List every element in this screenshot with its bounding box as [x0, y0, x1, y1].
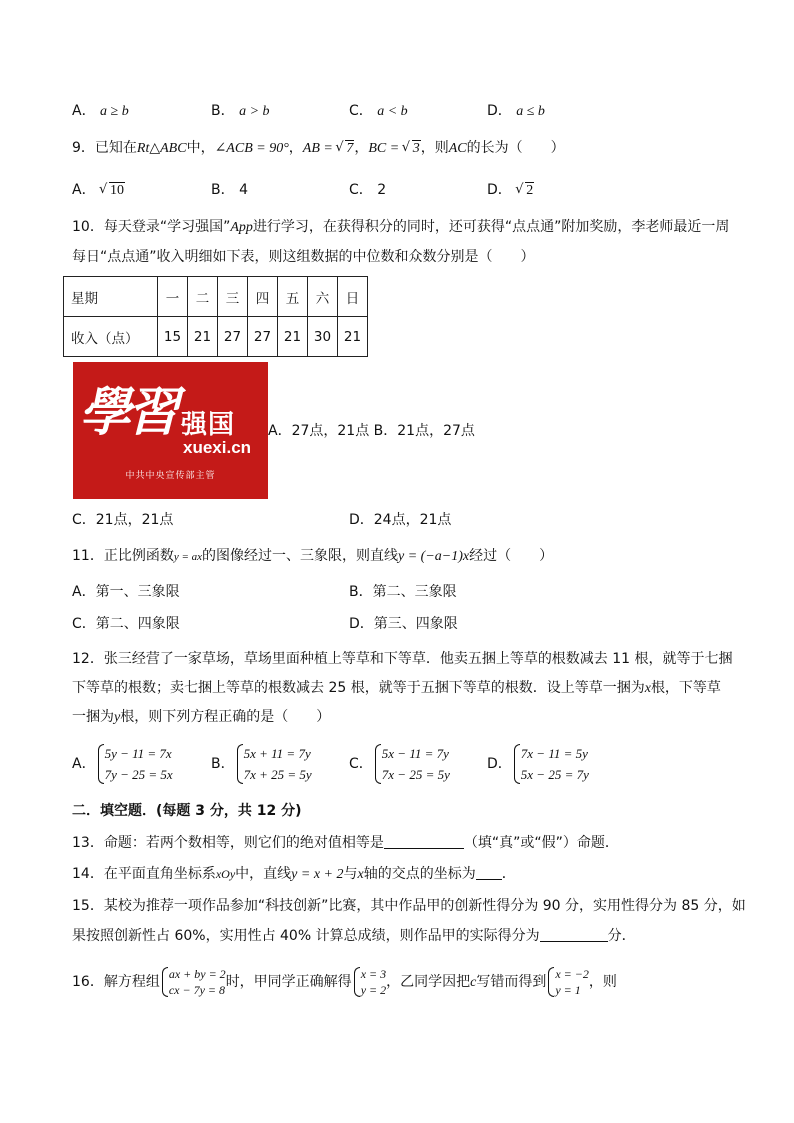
q15-stem-line1: 15．某校为推荐一项作品参加“科技创新”比赛，其中作品甲的创新性得分为 90 分，实用性得分为 85 分，如	[72, 898, 746, 914]
q10-stem-line2: 每日“点点通”收入明细如下表，则这组数据的中位数和众数分别是（ ）	[72, 249, 535, 265]
q12-stem-line3: 一捆为y根，则下列方程正确的是（ ）	[72, 709, 331, 725]
q11-option-b: B．第二、三象限	[349, 584, 457, 600]
q9-option-a: A． √ 10	[72, 180, 125, 201]
table-cell: 六	[308, 277, 338, 317]
table-cell: 27	[248, 317, 278, 357]
income-table	[63, 276, 368, 357]
answer-blank	[540, 941, 608, 942]
table-cell: 30	[308, 317, 338, 357]
q8-option-d: D． a ≤ b	[487, 103, 545, 119]
xuexi-logo	[73, 362, 268, 499]
q10-options-ab: A．27点，21点 B．21点，27点	[268, 423, 475, 439]
table-row	[64, 277, 368, 317]
answer-blank	[384, 848, 464, 849]
table-cell: 三	[218, 277, 248, 317]
q8-option-b: B． a > b	[211, 103, 270, 119]
table-cell: 21	[188, 317, 218, 357]
q12-option-a: A． 5y − 11 = 7x 7y − 25 = 5x	[72, 743, 173, 785]
logo-name: 强国	[181, 410, 236, 440]
table-header-label: 收入（点）	[64, 317, 158, 357]
q13-stem: 13．命题：若两个数相等，则它们的绝对值相等是 （填“真”或“假”）命题．	[72, 835, 619, 851]
q9-option-d: D． √ 2	[487, 180, 534, 201]
table-cell: 日	[338, 277, 368, 317]
q12-stem-line2: 下等草的根数；卖七捆上等草的根数减去 25 根，就等于五捆下等草的根数．设上等草一捆为x根，下等草	[72, 680, 721, 696]
q12-option-b: B． 5x + 11 = 7y 7x + 25 = 5y	[211, 743, 312, 785]
q9-stem: 9．已知在Rt△ABC中，∠ACB = 90°，AB = √ 7，BC = √ 3，则AC的长为（ ）	[72, 138, 565, 159]
q15-stem-line2: 果按照创新性占 60%，实用性占 40% 计算总成绩，则作品甲的实际得分为 分．	[72, 928, 636, 944]
q11-option-d: D．第三、四象限	[349, 616, 458, 632]
q10-option-c: C．21点，21点	[72, 512, 174, 528]
q9-option-b: B． 4	[211, 182, 248, 198]
q9-option-c: C． 2	[349, 182, 387, 198]
table-row	[64, 317, 368, 357]
table-cell: 二	[188, 277, 218, 317]
q8-option-c: C． a < b	[349, 103, 408, 119]
table-cell: 四	[248, 277, 278, 317]
q11-stem: 11．正比例函数y = ax的图像经过一、三象限，则直线y = (−a−1)x经过（ ）	[72, 548, 554, 564]
table-cell: 15	[158, 317, 188, 357]
q16-stem: 16．解方程组 ax + by = 2 cx − 7y = 8 时，甲同学正确解得 x = 3 y = 2 ，乙同学因把c写错而得到 x = −2 y = 1 ，则	[72, 967, 617, 997]
q12-option-c: C． 5x − 11 = 7y 7x − 25 = 5y	[349, 743, 450, 785]
q11-option-a: A．第一、三象限	[72, 584, 180, 600]
table-cell: 21	[338, 317, 368, 357]
q8-option-a: A． a ≥ b	[72, 103, 129, 119]
section-heading: 二．填空题．(每题 3 分，共 12 分)	[72, 803, 302, 819]
logo-subtitle: 中共中央宣传部主管	[125, 471, 216, 481]
table-header-label: 星期	[64, 277, 158, 317]
q10-option-d: D．24点，21点	[349, 512, 452, 528]
table-cell: 27	[218, 317, 248, 357]
table-cell: 一	[158, 277, 188, 317]
q12-stem-line1: 12．张三经营了一家草场，草场里面种植上等草和下等草．他卖五捆上等草的根数减去 11 根，就等于七捆	[72, 651, 733, 667]
q10-stem-line1: 10．每天登录“学习强国”App进行学习，在获得积分的同时，还可获得“点点通”附加奖励，李老师最近一周	[72, 219, 730, 235]
q14-stem: 14．在平面直角坐标系xOy中，直线y = x + 2与x轴的交点的坐标为 ．	[72, 866, 516, 882]
q11-option-c: C．第二、四象限	[72, 616, 180, 632]
logo-url: xuexi.cn	[183, 438, 252, 457]
answer-blank	[476, 879, 502, 880]
table-cell: 21	[278, 317, 308, 357]
table-cell: 五	[278, 277, 308, 317]
q12-option-d: D． 7x − 11 = 5y 5x − 25 = 7y	[487, 743, 589, 785]
logo-calligraphy: 學習	[79, 382, 176, 443]
